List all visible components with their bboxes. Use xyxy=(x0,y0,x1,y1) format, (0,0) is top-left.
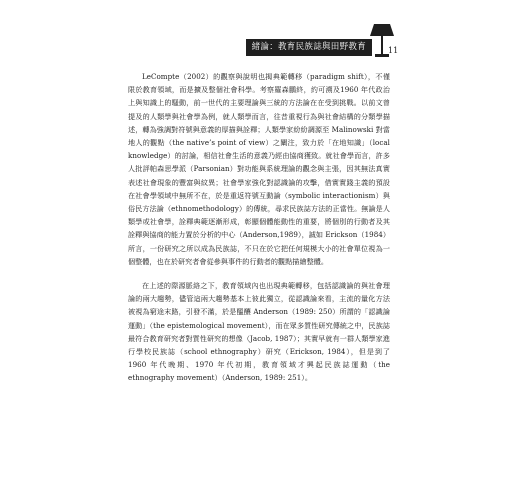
page-number: 11 xyxy=(388,46,399,55)
desk-lamp-icon xyxy=(360,20,404,64)
running-header xyxy=(246,39,372,69)
paragraph: 在上述的際源脈絡之下，教育領域內也出現典範轉移，包括認識論的與社會理論的兩大趨勢，儘管這兩大趨勢基本上彼此獨立，從認識論來看，主流的量化方法被視為窮途末路，引發不滿，於是醞釀 Anderson（1989: 250）所謂的「認識論運動」（the epistemological movement），而在眾多質性研究傳統之中，民族誌最符合教育研究者對質性研究的想像（Jacob, 1987）；其實早就有一群人類學家進行學校民族誌（school ethnography）研究（Erickson, 1984），但是到了 1960 年代晚期、1970 年代初期，教育領域才興起民族誌運動（the ethnography movement）（Anderson, 1989: 251）。 xyxy=(128,281,390,383)
paragraph: LeCompte（2002）的觀察與說明也揭典範轉移（paradigm shift），不僅限於教育領域，而是擴及整個社會科學。考察羅森鵬終，約可溯及1960 年代政治上與知識上的騷動，前一世代的主要理論與三統的方法論在在受到挑戰。以前文曾提及的人類學與社會學為例，就人類學而言，往昔重視行為與社會結構的分類學描述，轉為強調對符號與意義的厚描與詮釋；人類學家紛紛調源至 Malinowski 對當地人的觀點（the native’s point of view）之闡注，致力於「在地知識」（local knowledge）的討論，相信社會生活的意義乃經由協商獲致。就社會學而言，許多人批評帕森思學派（Parsonian）對功能與系統理論的觀念與主張，因其無法真實表述社會現象的豐富與紋異；社會學家強化對認識論的攻擊，借實實踐主義的預設在社會學領域中無所不在，於是重返符號互動論（symbolic interactionism）與俗民方法論（ethnomethodology）的傳統，尋求民族誌方法的正當性。無論是人類學或社會學，詮釋典範逐漸形成，彰顯個體能動性的重要，將個別的行動者及其詮釋與協商的能力置於分析的中心（Anderson,1989），誠如 Erickson（1984）所言，一份研究之所以成為民族誌，不只在於它把任何規模大小的社會單位視為一個整體，也在於研究者會從參與事件的行動者的觀點描繪整體。 xyxy=(128,72,390,266)
body-text xyxy=(128,70,390,385)
running-title: 緒論：教育民族誌與田野教育學 xyxy=(251,42,366,69)
